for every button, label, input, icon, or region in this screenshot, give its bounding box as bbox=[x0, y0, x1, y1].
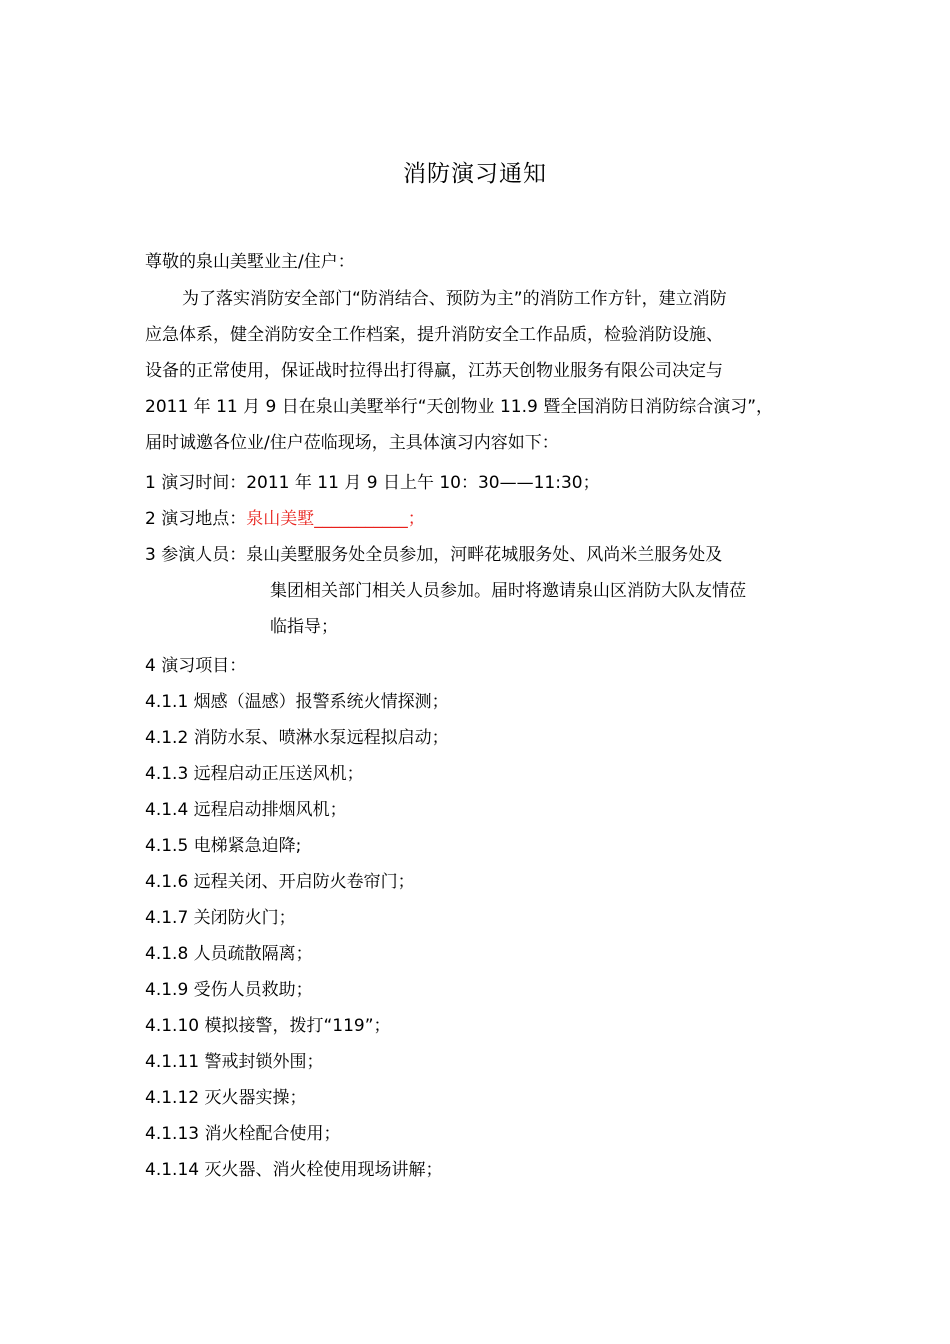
drill-item: 4.1.9 受伤人员救助； bbox=[145, 980, 313, 1000]
drill-item: 4.1.14 灭火器、消火栓使用现场讲解； bbox=[145, 1160, 443, 1180]
drill-item: 4.1.5 电梯紧急迫降; bbox=[145, 836, 302, 856]
items-heading: 4 演习项目： bbox=[145, 656, 247, 676]
drill-item: 4.1.2 消防水泵、喷淋水泵远程拟启动； bbox=[145, 728, 449, 748]
drill-item: 4.1.3 远程启动正压送风机； bbox=[145, 764, 364, 784]
drill-item: 4.1.10 模拟接警，拨打“119”； bbox=[145, 1016, 391, 1036]
intro-line: 届时诚邀各位业/住户莅临现场，主具体演习内容如下： bbox=[145, 433, 559, 453]
drill-item: 4.1.8 人员疏散隔离； bbox=[145, 944, 313, 964]
drill-time: 1 演习时间：2011 年 11 月 9 日上午 10：30——11:30； bbox=[145, 473, 600, 493]
drill-item: 4.1.4 远程启动排烟风机； bbox=[145, 800, 347, 820]
participants-line: 集团相关部门相关人员参加。届时将邀请泉山区消防大队友情莅 bbox=[270, 581, 746, 601]
drill-place-value: 泉山美墅___________； bbox=[246, 509, 425, 529]
intro-line: 设备的正常使用，保证战时拉得出打得赢，江苏天创物业服务有限公司决定与 bbox=[145, 361, 723, 381]
drill-item: 4.1.6 远程关闭、开启防火卷帘门； bbox=[145, 872, 415, 892]
notice-title: 消防演习通知 bbox=[403, 161, 547, 187]
salutation: 尊敬的泉山美墅业主/住户： bbox=[145, 252, 355, 272]
participants-line: 3 参演人员：泉山美墅服务处全员参加，河畔花城服务处、风尚米兰服务处及 bbox=[145, 545, 723, 565]
intro-line: 应急体系，健全消防安全工作档案，提升消防安全工作品质，检验消防设施、 bbox=[145, 325, 723, 345]
drill-item: 4.1.11 警戒封锁外围； bbox=[145, 1052, 324, 1072]
intro-line: 2011 年 11 月 9 日在泉山美墅举行“天创物业 11.9 暨全国消防日消防综合演习”， bbox=[145, 397, 774, 417]
drill-item: 4.1.1 烟感（温感）报警系统火情探测； bbox=[145, 692, 449, 712]
intro-line: 为了落实消防安全部门“防消结合、预防为主”的消防工作方针，建立消防 bbox=[182, 289, 727, 309]
drill-item: 4.1.7 关闭防火门； bbox=[145, 908, 296, 928]
drill-place bbox=[145, 506, 425, 532]
drill-place-label: 2 演习地点： bbox=[145, 509, 247, 529]
participants-line: 临指导； bbox=[270, 617, 338, 637]
drill-item: 4.1.12 灭火器实操； bbox=[145, 1088, 307, 1108]
drill-item: 4.1.13 消火栓配合使用； bbox=[145, 1124, 341, 1144]
